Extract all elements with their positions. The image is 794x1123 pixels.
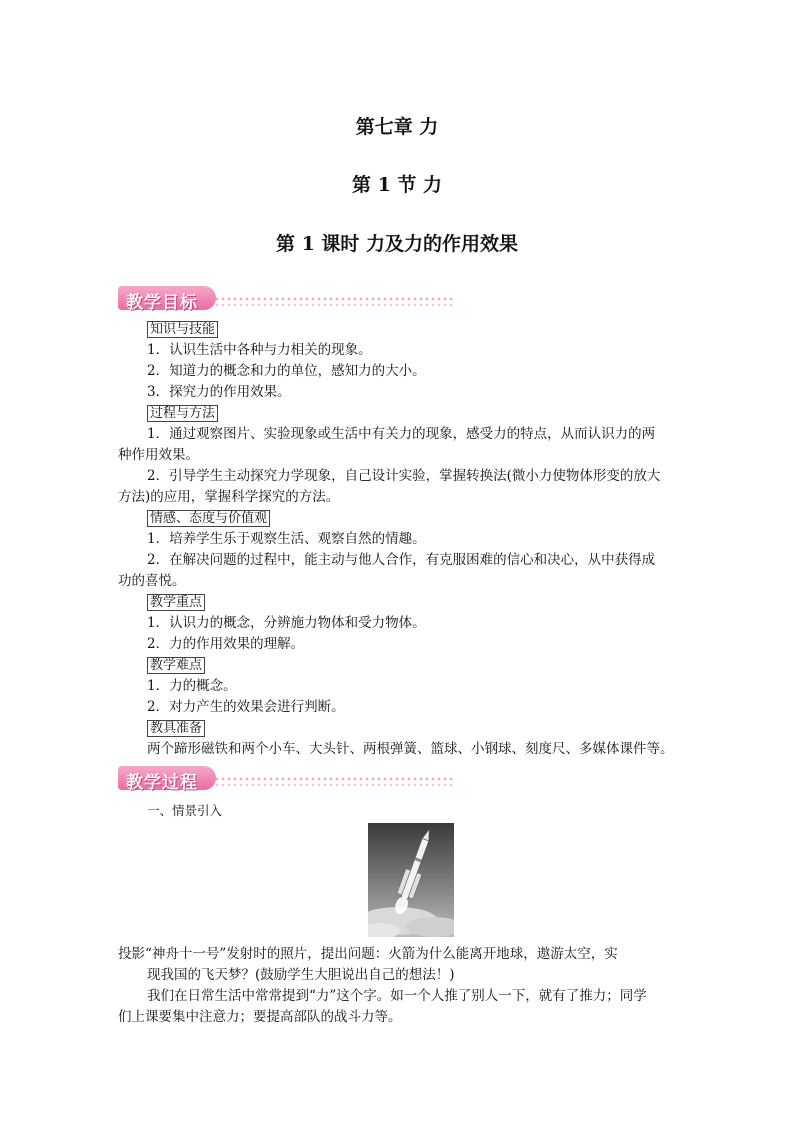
emotion-item-2-cont: 功的喜悦。 [118, 573, 186, 589]
knowledge-item: 3．探究力的作用效果。 [147, 384, 291, 400]
process-methods-label: 过程与方法 [147, 405, 218, 422]
process-item-2: 2．引导学生主动探究力学现象，自己设计实验，掌握转换法(微小力使物体形变的放大 [147, 468, 661, 484]
intro-paragraph-1-cont: 现我国的飞天梦？(鼓励学生大胆说出自己的想法！) [147, 967, 455, 983]
process-item-1-cont: 种作用效果。 [118, 447, 199, 463]
knowledge-item: 2．知道力的概念和力的单位，感知力的大小。 [147, 363, 426, 379]
key-item: 2．力的作用效果的理解。 [147, 636, 305, 652]
difficult-points-label: 教学难点 [147, 657, 205, 674]
rocket-launch-photo [368, 823, 454, 937]
emotion-attitude-label: 情感、态度与价值观 [147, 510, 270, 527]
step-heading: 一、情景引入 [147, 803, 223, 818]
process-item-1: 1．通过观察图片、实验现象或生活中有关力的现象，感受力的特点，从而认识力的两 [147, 426, 656, 442]
teaching-tools-label: 教具准备 [147, 720, 205, 737]
intro-paragraph-2: 我们在日常生活中常常提到“力”这个字。如一个人推了别人一下，就有了推力；同学 [147, 988, 647, 1004]
teaching-goals-banner-label: 教学目标 [126, 293, 198, 313]
intro-paragraph-1: 投影“神舟十一号”发射时的照片，提出问题：火箭为什么能离开地球，遨游太空，实 [118, 946, 618, 962]
emotion-item-1: 1．培养学生乐于观察生活、观察自然的情趣。 [147, 531, 426, 547]
teaching-process-banner-label: 教学过程 [126, 773, 198, 793]
key-item: 1．认识力的概念，分辨施力物体和受力物体。 [147, 615, 426, 631]
key-points-label: 教学重点 [147, 594, 205, 611]
knowledge-item: 1．认识生活中各种与力相关的现象。 [147, 342, 372, 358]
difficult-item: 2．对力产生的效果会进行判断。 [147, 699, 345, 715]
intro-paragraph-2-cont: 们上课要集中注意力；要提高部队的战斗力等。 [118, 1009, 402, 1025]
teaching-goals-banner [118, 286, 458, 312]
lesson-title: 第 1 课时 力及力的作用效果 [275, 233, 519, 255]
emotion-item-2: 2．在解决问题的过程中，能主动与他人合作，有克服困难的信心和决心，从中获得成 [147, 552, 656, 568]
section-title: 第 1 节 力 [351, 174, 443, 196]
process-item-2-cont: 方法)的应用，掌握科学探究的方法。 [118, 489, 340, 505]
difficult-item: 1．力的概念。 [147, 678, 237, 694]
chapter-title: 第七章 力 [355, 116, 439, 138]
knowledge-skills-label: 知识与技能 [147, 321, 218, 338]
teaching-process-banner [118, 766, 458, 792]
teaching-tools-text: 两个蹄形磁铁和两个小车、大头针、两根弹簧、篮球、小钢球、刻度尺、多媒体课件等。 [147, 741, 674, 757]
